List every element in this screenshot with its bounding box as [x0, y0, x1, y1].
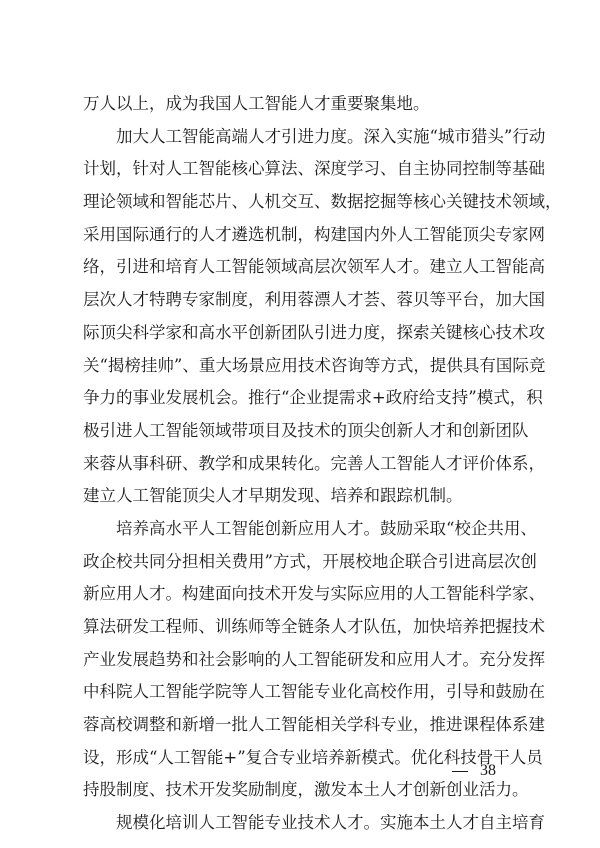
text-line: 设，形成“人工智能+”复合专业培养新模式。优化科技骨干人员	[83, 747, 543, 767]
text-line: 计划，针对人工智能核心算法、深度学习、自主协同控制等基础	[83, 159, 545, 179]
text-line: 新应用人才。构建面向技术开发与实际应用的人工智能科学家、	[83, 584, 545, 604]
text-line: 持股制度、技术开发奖励制度，激发本土人才创新创业活力。	[83, 780, 529, 800]
text-line: 极引进人工智能领域带项目及技术的顶尖创新人才和创新团队	[83, 420, 529, 440]
text-line: 产业发展趋势和社会影响的人工智能研发和应用人才。充分发挥	[83, 649, 545, 669]
text-line: 中科院人工智能学院等人工智能专业化高校作用，引导和鼓励在	[83, 682, 545, 702]
text-line: 建立人工智能顶尖人才早期发现、培养和跟踪机制。	[83, 486, 463, 506]
text-line: 层次人才特聘专家制度，利用蓉漂人才荟、蓉贝等平台，加大国	[83, 290, 545, 310]
paragraph-first-line: 加大人工智能高端人才引进力度。深入实施“城市猎头”行动	[116, 126, 546, 146]
text-line: 关“揭榜挂帅”、重大场景应用技术咨询等方式，提供具有国际竞	[83, 355, 546, 375]
paragraph-first-line: 培养高水平人工智能创新应用人才。鼓励采取“校企共用、	[116, 518, 537, 538]
text-line: 争力的事业发展机会。推行“企业提需求+政府给支持”模式，积	[83, 388, 543, 408]
page-footer	[452, 762, 496, 780]
text-line: 络，引进和培育人工智能领域高层次领军人才。建立人工智能高	[83, 257, 545, 277]
paragraph-first-line: 规模化培训人工智能专业技术人才。实施本土人才自主培育	[116, 813, 545, 833]
text-line: 算法研发工程师、训练师等全链条人才队伍，加快培养把握技术	[83, 617, 545, 636]
text-line: 理论领域和智能芯片、人机交互、数据挖掘等核心关键技术领域，	[83, 192, 562, 212]
text-line: 蓉高校调整和新增一批人工智能相关学科专业，推进课程体系建	[83, 715, 545, 735]
page-number: 38	[480, 762, 496, 779]
footer-dash	[452, 771, 468, 772]
text-line: 万人以上，成为我国人工智能人才重要聚集地。	[83, 94, 430, 113]
text-line: 政企校共同分担相关费用”方式，开展校地企联合引进高层次创	[83, 551, 537, 571]
text-line: 采用国际通行的人才遴选机制，构建国内外人工智能顶尖专家网	[83, 224, 545, 244]
page-body	[83, 88, 562, 840]
text-line: 际顶尖科学家和高水平创新团队引进力度，探索关键核心技术攻	[83, 322, 545, 342]
text-line: 来蓉从事科研、教学和成果转化。完善人工智能人才评价体系，	[83, 453, 545, 473]
